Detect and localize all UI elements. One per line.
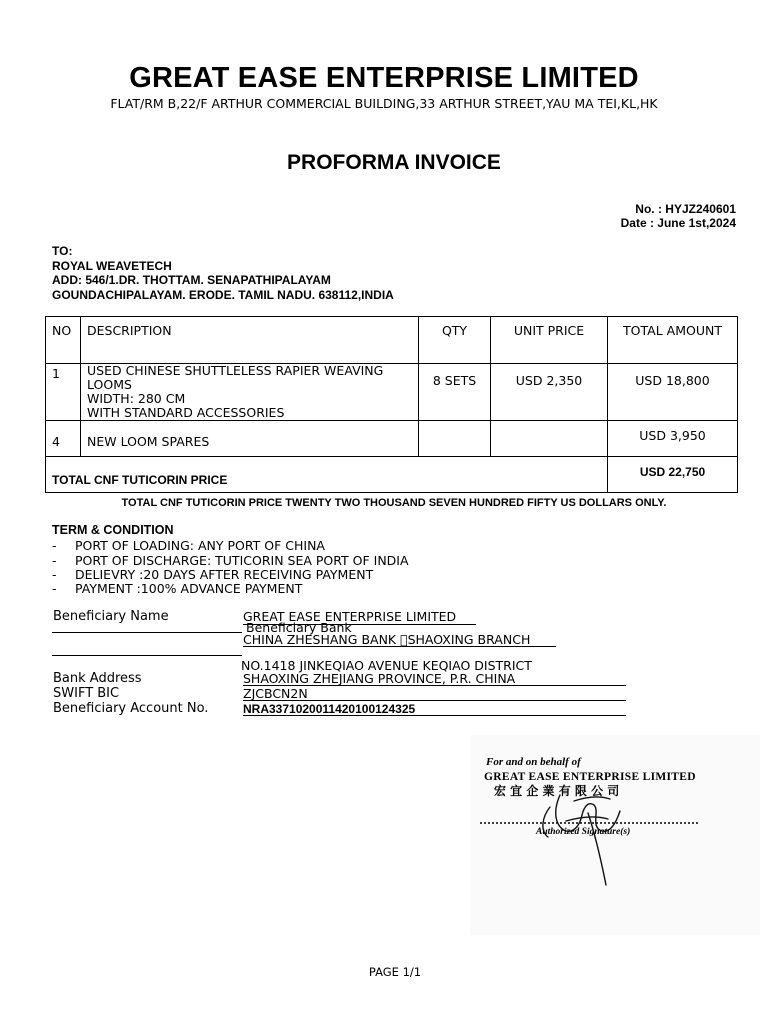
company-stamp	[470, 735, 760, 935]
term-item: - DELIEVRY :20 DAYS AFTER RECEIVING PAYMENT	[52, 567, 374, 582]
description-line: USED CHINESE SHUTTLELESS RAPIER WEAVING	[87, 363, 384, 378]
beneficiary-bank-label: Beneficiary Bank	[246, 620, 352, 635]
bank-address-label: Bank Address	[53, 671, 142, 686]
term-item: - PORT OF LOADING: ANY PORT OF CHINA	[52, 538, 325, 553]
recipient-label: TO:	[52, 244, 73, 258]
total-value: USD 22,750	[608, 457, 738, 493]
swift-code: ZJCBCN2N	[243, 686, 308, 701]
column-header-qty: QTY	[419, 317, 491, 364]
company-name: GREAT EASE ENTERPRISE LIMITED	[129, 62, 639, 94]
term-text: PORT OF LOADING: ANY PORT OF CHINA	[75, 538, 325, 553]
term-text: DELIEVRY :20 DAYS AFTER RECEIVING PAYMENT	[75, 567, 374, 582]
stamp-graphic	[470, 735, 760, 935]
label-underline	[52, 632, 242, 633]
company-address: FLAT/RM B,22/F ARTHUR COMMERCIAL BUILDING,33 ARTHUR STREET,YAU MA TEI,KL,HK	[110, 96, 658, 111]
beneficiary-bank: CHINA ZHESHANG BANK  SHAOXING BRANCH	[243, 632, 531, 647]
page-number: PAGE 1/1	[368, 965, 422, 979]
account-label: Beneficiary Account No.	[53, 701, 209, 716]
column-header-unit-price: UNIT PRICE	[491, 317, 608, 364]
invoice-number: No. : HYJZ240601	[635, 202, 736, 216]
stamp-chinese-name: 宏 宜 企 業 有 限 公 司	[494, 784, 620, 798]
term-item: - PORT OF DISCHARGE: TUTICORIN SEA PORT OF INDIA	[52, 553, 409, 568]
beneficiary-name-label: Beneficiary Name	[53, 609, 169, 624]
recipient-address-line1: ADD: 546/1.DR. THOTTAM. SENAPATHIPALAYAM	[52, 273, 331, 287]
account-underline	[243, 715, 626, 716]
beneficiary-bank-underline	[243, 646, 556, 647]
column-header-total-amount: TOTAL AMOUNT	[608, 317, 738, 364]
invoice-date: Date : June 1st,2024	[620, 216, 736, 230]
term-item: - PAYMENT :100% ADVANCE PAYMENT	[52, 581, 303, 596]
recipient-name: ROYAL WEAVETECH	[52, 259, 172, 273]
bank-address-line1: NO.1418 JINKEQIAO AVENUE KEQIAO DISTRICT	[241, 658, 532, 673]
term-text: PAYMENT :100% ADVANCE PAYMENT	[75, 581, 303, 596]
item-description: NEW LOOM SPARES	[81, 421, 419, 457]
stamp-company-name: GREAT EASE ENTERPRISE LIMITED	[484, 771, 696, 783]
swift-underline	[243, 700, 626, 701]
item-unit-price	[491, 421, 608, 457]
amount-in-words: TOTAL CNF TUTICORIN PRICE TWENTY TWO THOUSAND SEVEN HUNDRED FIFTY US DOLLARS ONLY.	[121, 497, 667, 509]
beneficiary-name: GREAT EASE ENTERPRISE LIMITED	[243, 609, 457, 624]
signature-caption: Authorized Signature(s)	[536, 827, 631, 837]
recipient-address-line2: GOUNDACHIPALAYAM. ERODE. TAMIL NADU. 638112,INDIA	[52, 288, 394, 302]
items-table	[45, 316, 738, 493]
row-number: 1	[46, 364, 81, 421]
item-description	[81, 364, 419, 421]
description-line: WIDTH: 280 CM	[87, 391, 186, 406]
description-line: WITH STANDARD ACCESSORIES	[87, 405, 285, 420]
swift-label: SWIFT BIC	[53, 686, 120, 701]
total-row	[46, 457, 738, 493]
document-title: PROFORMA INVOICE	[287, 151, 501, 174]
stamp-line1: For and on behalf of	[486, 756, 581, 768]
column-header-no: NO	[46, 317, 81, 364]
total-label: TOTAL CNF TUTICORIN PRICE	[46, 457, 608, 493]
item-total: USD 3,950	[608, 421, 738, 457]
terms-title: TERM & CONDITION	[52, 523, 174, 537]
account-number: NRA3371020011420100124325	[243, 702, 416, 716]
table-row	[46, 421, 738, 457]
description-line: LOOMS	[87, 377, 132, 392]
item-unit-price: USD 2,350	[491, 364, 608, 421]
item-qty: 8 SETS	[419, 364, 491, 421]
table-header-row	[46, 317, 738, 364]
item-total: USD 18,800	[608, 364, 738, 421]
row-number: 4	[46, 421, 81, 457]
label-underline	[52, 655, 242, 656]
item-qty	[419, 421, 491, 457]
column-header-description: DESCRIPTION	[81, 317, 419, 364]
bank-address-line2: SHAOXING ZHEJIANG PROVINCE, P.R. CHINA	[243, 671, 516, 686]
term-text: PORT OF DISCHARGE: TUTICORIN SEA PORT OF INDIA	[75, 553, 409, 568]
table-row	[46, 364, 738, 421]
